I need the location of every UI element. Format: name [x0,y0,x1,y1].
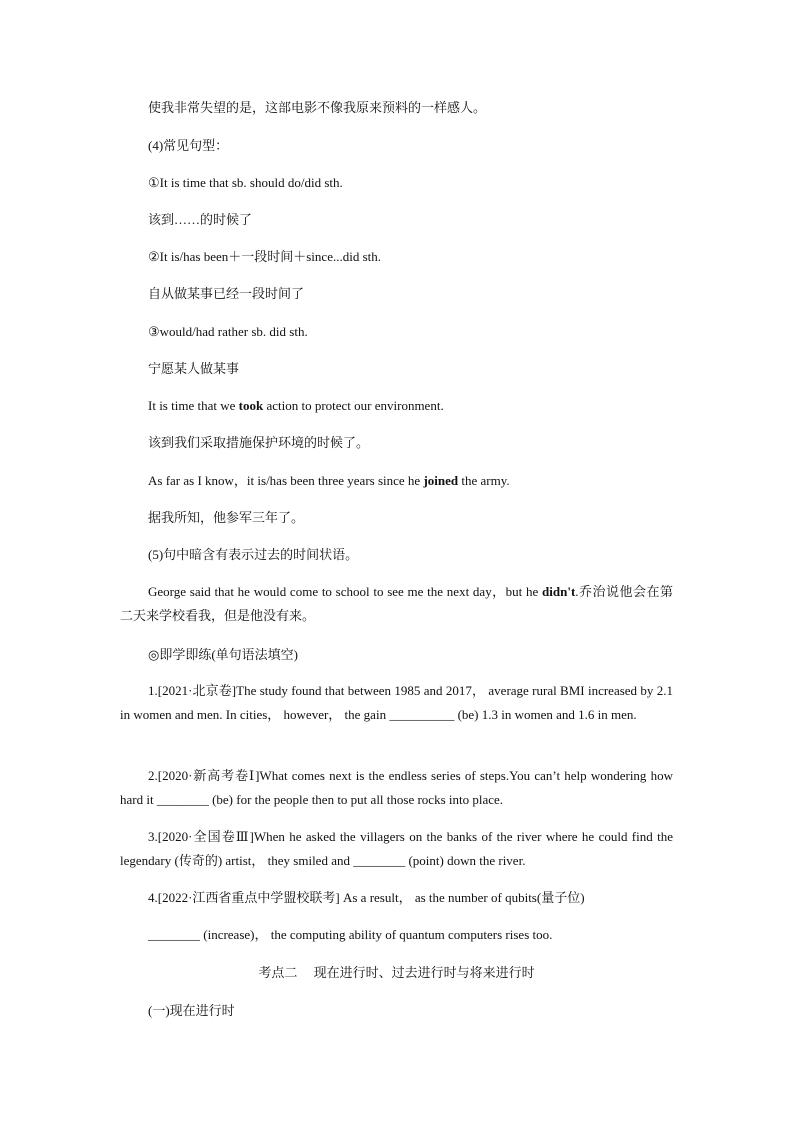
example-sentence-1-translation: 该到我们采取措施保护环境的时候了。 [148,435,370,450]
subheading-present-progressive: (一)现在进行时 [148,1003,235,1018]
highlighted-verb: didn't [542,584,576,599]
example-text: George said that he would come to school to see me the next day，but he [148,584,543,599]
pattern-2-translation: 自从做某事已经一段时间了 [148,286,305,301]
question-1: 1.[2021·北京卷]The study found that between 1985 and 2017， average rural BMI increased by 2.1 in women and men. In cities， however， the gain __________ (be) 1.3 in women and 1.6 in men. [120,683,673,722]
highlighted-verb: took [238,398,264,413]
example-text: action to protect our environment. [263,398,444,413]
question-2: 2.[2020·新高考卷Ⅰ]What comes next is the endless series of steps.You can’t help wondering how hard it ________ (be) for the people then to put all those rocks into place. [120,768,673,807]
question-4-line-1: 4.[2022·江西省重点中学盟校联考] As a result， as the number of qubits(量子位) [148,890,585,905]
pattern-2: ②It is/has been＋一段时间＋since...did sth. [148,249,381,264]
example-sentence-1 [148,396,444,416]
pattern-3-translation: 宁愿某人做某事 [148,361,240,376]
example-text: It is time that we [148,398,239,413]
subheading-common-patterns: (4)常见句型： [148,138,229,153]
example-sentence-2-translation: 据我所知，他参军三年了。 [148,510,305,525]
example-text: As far as I know，it is/has been three years since he [148,473,424,488]
practice-heading: ◎即学即练(单句语法填空) [148,647,299,662]
question-3: 3.[2020·全国卷Ⅲ]When he asked the villagers on the banks of the river where he could find the legendary (传奇的) artist， they smiled and ________ (point) down the river. [120,829,673,868]
section-title: 考点二 现在进行时、过去进行时与将来进行时 [258,965,535,980]
subheading-implied-past: (5)句中暗含有表示过去的时间状语。 [148,547,359,562]
pattern-1: ①It is time that sb. should do/did sth. [148,175,343,190]
pattern-3: ③would/had rather sb. did sth. [148,324,308,339]
pattern-1-translation: 该到……的时候了 [148,212,253,227]
chinese-example-sentence: 使我非常失望的是，这部电影不像我原来预料的一样感人。 [148,100,487,115]
example-text: .乔治说他会在第二天来学校看我，但是他没有来。 [120,584,673,623]
example-paragraph-george [120,580,673,628]
example-text: the army. [458,473,510,488]
example-sentence-2 [148,471,510,491]
highlighted-verb: joined [423,473,459,488]
question-4-line-2: ________ (increase)， the computing ability of quantum computers rises too. [148,927,553,942]
